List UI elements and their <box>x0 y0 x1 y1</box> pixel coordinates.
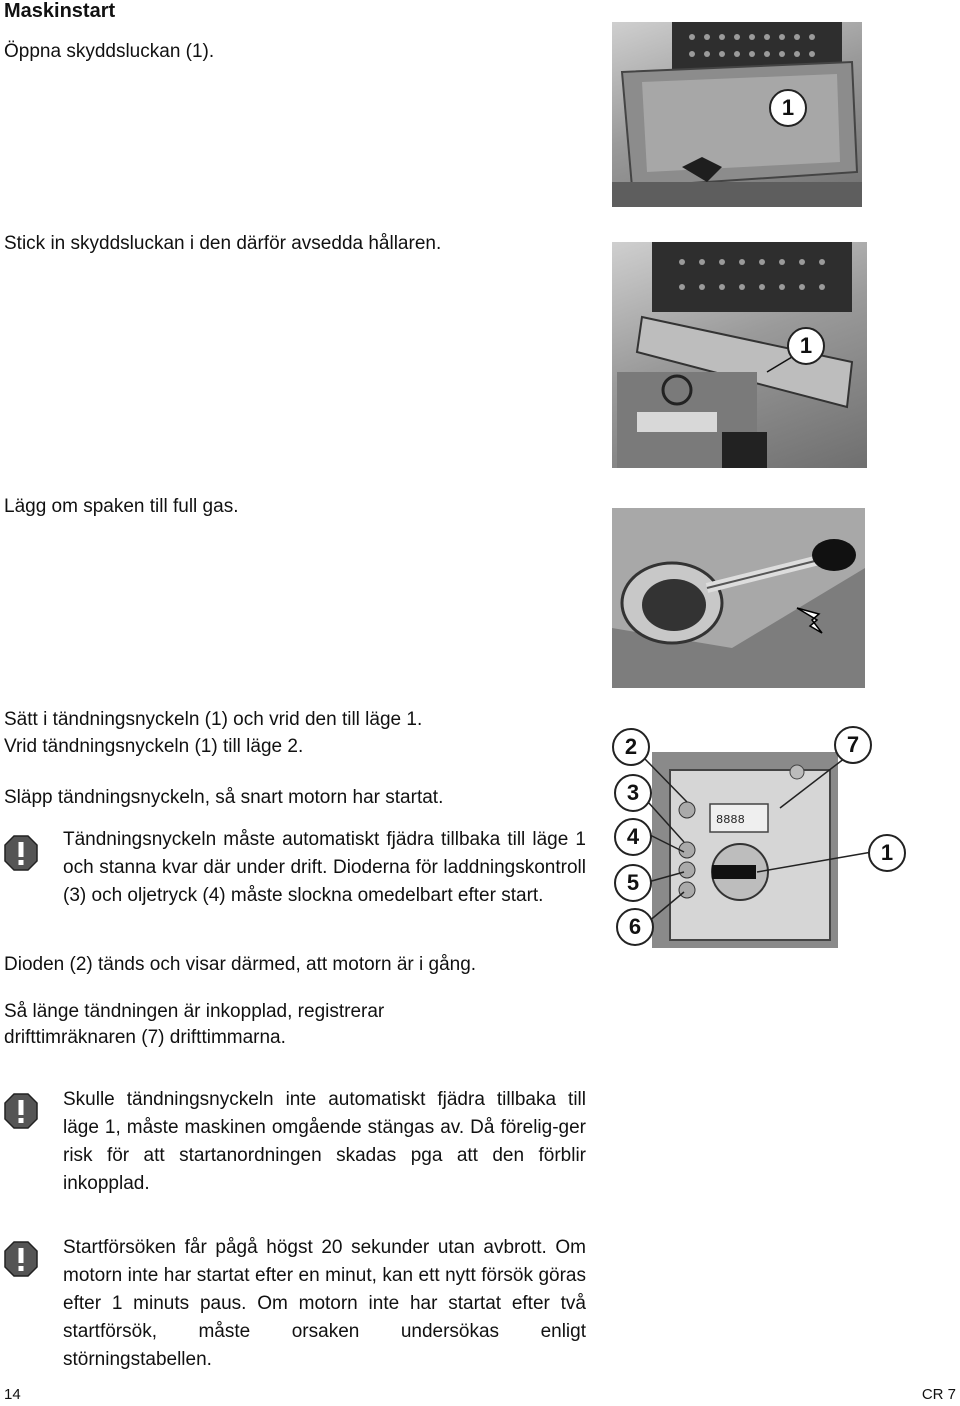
callout-6: 6 <box>616 908 654 946</box>
callout-ignition-key: 1 <box>868 834 906 872</box>
step-throttle: Lägg om spaken till full gas. <box>4 496 239 517</box>
warning-note-start-attempts: Startförsöken får pågå högst 20 sekunder utan avbrott. Om motorn inte har startat efter en minut, kan ett nytt försök göras efter 1 minuts paus. Om motorn inte har startat efter två startförsök, måste orsaken undersökas enligt störningstabellen. <box>63 1237 586 1370</box>
page-number: 14 <box>4 1386 21 1403</box>
warning-note-key-return: Tändningsnyckeln måste automatiskt fjädra tillbaka till läge 1 och stanna kvar där under drift. Dioderna för laddningskontroll (3) och oljetryck (4) måste slockna omedelbart efter start. <box>63 829 586 906</box>
model-label: CR 7 <box>921 1386 956 1403</box>
step-open-cover: Öppna skyddsluckan (1). <box>4 41 215 62</box>
callout-cover: 1 <box>769 89 807 127</box>
step-ignition-1: Sätt i tändningsnyckeln (1) och vrid den till läge 1. <box>4 709 423 730</box>
warning-icon <box>4 834 38 872</box>
callout-cover-holder: 1 <box>787 327 825 365</box>
callout-5: 5 <box>614 864 652 902</box>
step-hour-counter-2: drifttimräknaren (7) drifttimmarna. <box>4 1027 286 1048</box>
warning-icon <box>4 1240 38 1278</box>
callout-charge-diode: 3 <box>614 774 652 812</box>
photo-open-cover <box>612 22 862 207</box>
warning-note-stop-machine: Skulle tändningsnyckeln inte automatiskt fjädra tillbaka till läge 1, måste maskinen omgående stängas av. Då förelig-ger risk för att startanordningen skadas pga att den förblir inkopplad. <box>63 1089 586 1194</box>
step-insert-cover: Stick in skyddsluckan i den därför avsedda hållaren. <box>4 233 442 254</box>
svg-text:8888: 8888 <box>716 813 745 827</box>
callout-hour-counter: 7 <box>834 726 872 764</box>
callout-diode-running: 2 <box>612 728 650 766</box>
warning-icon <box>4 1092 38 1130</box>
step-hour-counter-1: Så länge tändningen är inkopplad, registrerar <box>4 1001 385 1022</box>
callout-oil-diode: 4 <box>614 818 652 856</box>
photo-throttle-lever <box>612 508 865 688</box>
step-release-key: Släpp tändningsnyckeln, så snart motorn har startat. <box>4 787 444 808</box>
photo-cover-in-holder <box>612 242 867 468</box>
page-title: Maskinstart <box>4 0 116 22</box>
step-ignition-2: Vrid tändningsnyckeln (1) till läge 2. <box>4 736 304 757</box>
step-diode-on: Dioden (2) tänds och visar därmed, att motorn är i gång. <box>4 954 477 975</box>
diagram-control-panel <box>612 722 912 952</box>
